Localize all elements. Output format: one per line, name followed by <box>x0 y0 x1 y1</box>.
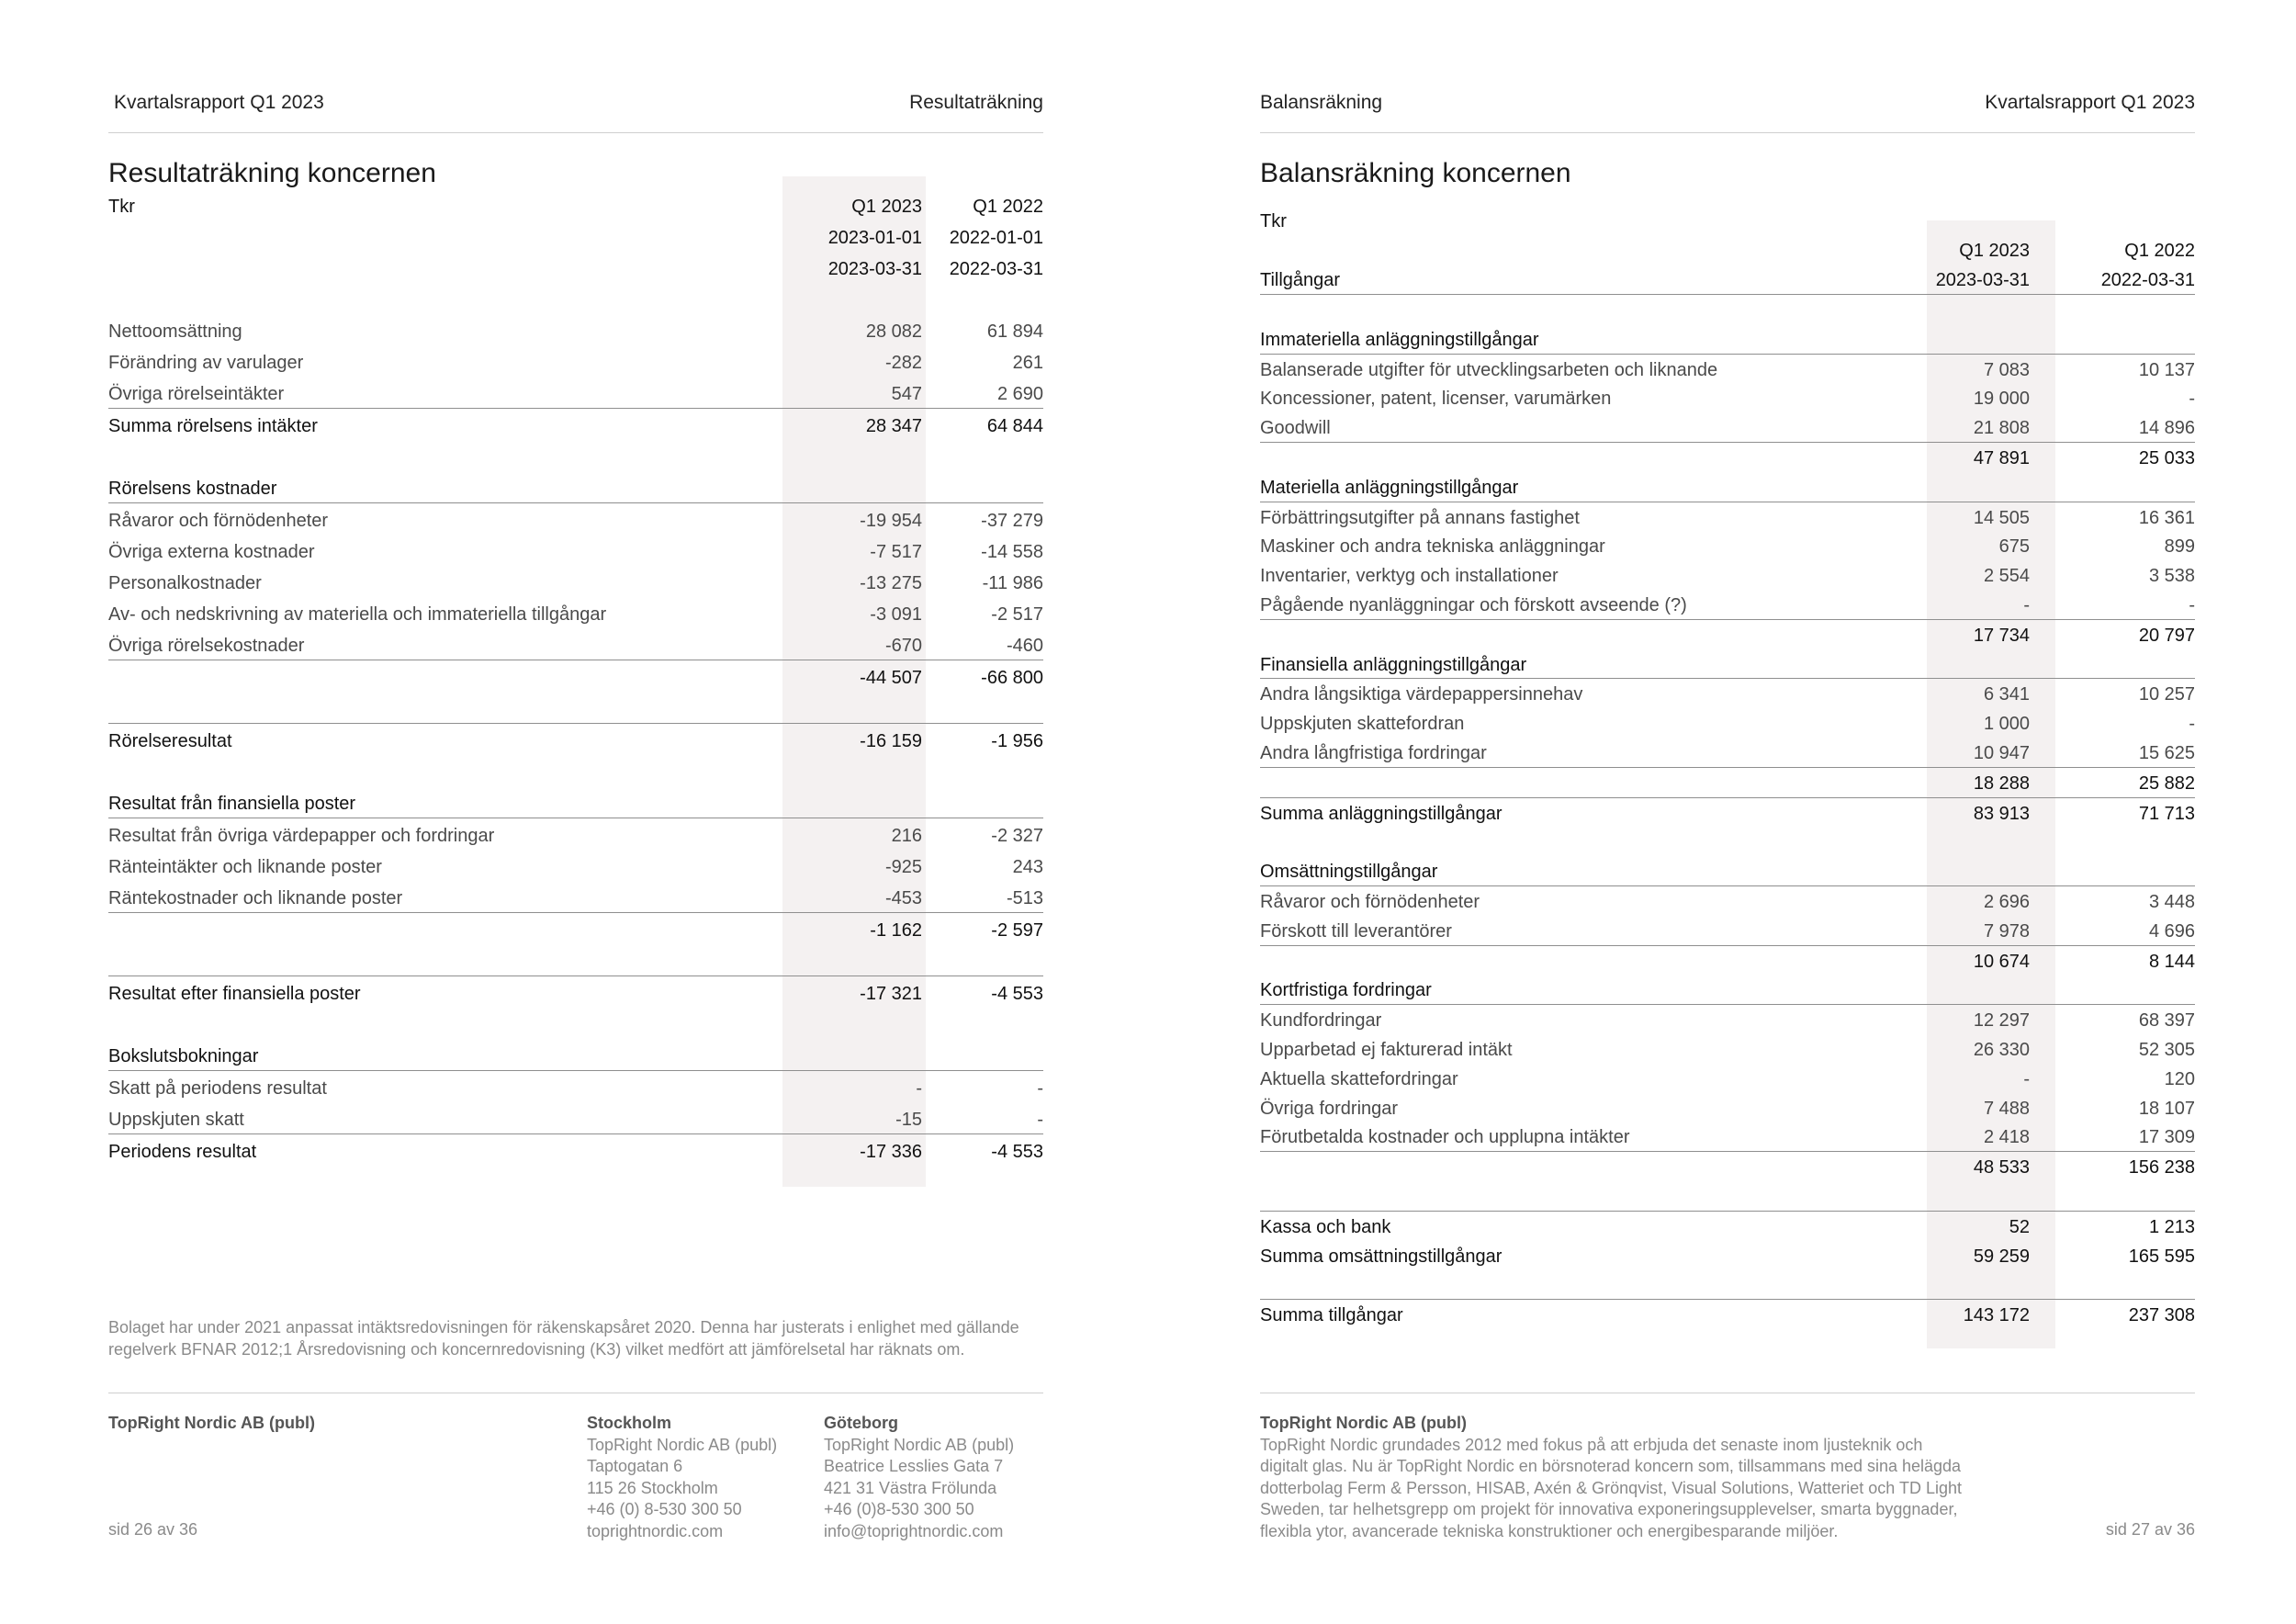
table-row <box>108 314 1043 345</box>
value-q1-2022: 16 361 <box>2138 507 2195 528</box>
table-row <box>1260 885 2195 916</box>
table-row <box>108 881 1043 912</box>
spacer-row <box>1260 295 2195 324</box>
subtotal-row <box>1260 767 2195 797</box>
value-q1-2022: 25 882 <box>2138 773 2195 794</box>
row-label: Bokslutsbokningar <box>108 1046 259 1066</box>
unit-label: Tkr <box>108 197 135 217</box>
value-q1-2023: -282 <box>884 353 922 373</box>
row-label: Kundfordringar <box>1260 1010 1382 1032</box>
value-q1-2023: 28 082 <box>865 321 922 342</box>
spacer-row <box>1260 827 2195 856</box>
value-q1-2022: 165 595 <box>2128 1246 2195 1267</box>
value-q1-2023: 19 000 <box>1973 389 2030 410</box>
value-q1-2022: - <box>1037 1110 1043 1130</box>
value-q1-2022: 15 625 <box>2138 742 2195 763</box>
value-q1-2022: 25 033 <box>2138 447 2195 468</box>
row-label: Personalkostnader <box>108 573 262 593</box>
table-row <box>1260 1122 2195 1151</box>
spacer-row <box>108 755 1043 786</box>
left-header-section: Resultaträkning <box>909 92 1043 113</box>
value-q1-2022: -2 327 <box>991 826 1043 846</box>
value-q1-2022: -14 558 <box>981 542 1043 562</box>
subtotal-row <box>108 408 1043 440</box>
about-line: digitalt glas. Nu är TopRight Nordic en börsnoterad koncern som, tillsammans med sina helägda <box>1260 1457 1962 1475</box>
about-line: Sweden, tar helhetsgrepp om projekt för innovativa exponeringsupplevelser, smarta byggnader, <box>1260 1500 1958 1518</box>
table-row <box>1260 1064 2195 1093</box>
right-page-number: sid 27 av 36 <box>2105 1520 2195 1539</box>
row-label: Uppskjuten skatt <box>108 1110 244 1130</box>
value-q1-2023: -17 336 <box>860 1142 922 1162</box>
value-q1-2023: 1 000 <box>1983 714 2030 735</box>
value-q1-2023: 6 341 <box>1983 684 2030 705</box>
phone-line: +46 (0) 8-530 300 50 <box>587 1500 742 1518</box>
value-q1-2022: 61 894 <box>986 321 1043 342</box>
row-label: Råvaror och förnödenheter <box>108 511 329 531</box>
value-q1-2023: 10 674 <box>1973 951 2030 972</box>
spacer-row <box>108 1008 1043 1039</box>
subtotal-row <box>1260 1299 2195 1329</box>
value-q1-2023: -15 <box>895 1110 922 1130</box>
column-header: 2023-03-31 <box>1935 270 2030 290</box>
row-label: Andra långfristiga fordringar <box>1260 742 1487 763</box>
income-statement-title: Resultaträkning koncernen <box>108 158 436 188</box>
row-label: Summa anläggningstillgångar <box>1260 803 1503 824</box>
table-row <box>108 628 1043 660</box>
value-q1-2022: 18 107 <box>2138 1098 2195 1119</box>
address-line: Taptogatan 6 <box>587 1457 683 1475</box>
value-q1-2022: 68 397 <box>2138 1010 2195 1032</box>
address-line: 421 31 Västra Frölunda <box>824 1478 997 1497</box>
value-q1-2022: 1 213 <box>2148 1216 2195 1237</box>
value-q1-2022: -66 800 <box>981 668 1043 688</box>
table-row <box>108 1070 1043 1102</box>
column-header: Q1 2022 <box>2124 241 2195 261</box>
value-q1-2022: -1 956 <box>991 731 1043 751</box>
row-label: Förskott till leverantörer <box>1260 920 1452 942</box>
value-q1-2022: 237 308 <box>2128 1305 2195 1326</box>
left-page-number: sid 26 av 36 <box>108 1520 198 1539</box>
value-q1-2022: 3 538 <box>2148 566 2195 587</box>
column-header: Q1 2023 <box>1959 241 2030 261</box>
table-row <box>108 377 1043 408</box>
value-q1-2023: -19 954 <box>860 511 922 531</box>
value-q1-2023: - <box>2023 594 2030 615</box>
value-q1-2023: 12 297 <box>1973 1010 2030 1032</box>
row-label: Ränteintäkter och liknande poster <box>108 857 382 877</box>
value-q1-2023: 48 533 <box>1973 1157 2030 1179</box>
value-q1-2023: -925 <box>884 857 922 877</box>
row-label: Goodwill <box>1260 418 1331 439</box>
table-row <box>1260 708 2195 738</box>
value-q1-2023: 675 <box>1998 536 2030 558</box>
subtotal-row <box>1260 1211 2195 1241</box>
phone-line: +46 (0)8-530 300 50 <box>824 1500 974 1518</box>
balance-sheet-title: Balansräkning koncernen <box>1260 158 1571 188</box>
row-label: Nettoomsättning <box>108 321 242 342</box>
row-label: Aktuella skattefordringar <box>1260 1068 1458 1089</box>
section-heading-row <box>1260 975 2195 1004</box>
value-q1-2022: 71 713 <box>2138 803 2195 824</box>
row-label: Skatt på periodens resultat <box>108 1078 327 1099</box>
value-q1-2023: - <box>2023 1068 2030 1089</box>
income-statement-table <box>108 283 1043 1166</box>
value-q1-2023: 7 488 <box>1983 1098 2030 1119</box>
note-line: Bolaget har under 2021 anpassat intäktsredovisningen för räkenskapsåret 2020. Denna har justerats i enlighet med gällande <box>108 1318 1019 1336</box>
table-row <box>108 1102 1043 1133</box>
value-q1-2023: 2 554 <box>1983 566 2030 587</box>
value-q1-2023: -13 275 <box>860 573 922 593</box>
value-q1-2022: 3 448 <box>2148 891 2195 912</box>
right-footer-about <box>1260 1413 2013 1542</box>
value-q1-2022: 120 <box>2164 1068 2195 1089</box>
value-q1-2023: -16 159 <box>860 731 922 751</box>
value-q1-2022: -4 553 <box>991 984 1043 1004</box>
value-q1-2023: 47 891 <box>1973 447 2030 468</box>
table-row <box>108 818 1043 850</box>
value-q1-2023: -1 162 <box>870 920 922 941</box>
value-q1-2023: 17 734 <box>1973 625 2030 646</box>
value-q1-2022: -2 517 <box>991 604 1043 625</box>
address-line: TopRight Nordic AB (publ) <box>587 1435 778 1454</box>
column-header: 2022-01-01 <box>949 228 1043 248</box>
spacer-row <box>108 944 1043 976</box>
value-q1-2022: 10 257 <box>2138 684 2195 705</box>
row-label: Övriga rörelsekostnader <box>108 636 305 656</box>
value-q1-2022: - <box>1037 1078 1043 1099</box>
table-row <box>108 535 1043 566</box>
row-label: Rörelseresultat <box>108 731 232 751</box>
value-q1-2022: 261 <box>1012 353 1043 373</box>
row-label: Summa rörelsens intäkter <box>108 416 318 436</box>
value-q1-2022: - <box>2189 389 2195 410</box>
assets-heading: Tillgångar <box>1260 270 1341 290</box>
table-row <box>1260 560 2195 590</box>
row-label: Finansiella anläggningstillgångar <box>1260 654 1527 675</box>
row-label: Balanserade utgifter för utvecklingsarbeten och liknande <box>1260 359 1718 380</box>
column-header: 2023-03-31 <box>827 259 922 279</box>
value-q1-2022: -4 553 <box>991 1142 1043 1162</box>
value-q1-2022: - <box>2189 714 2195 735</box>
goteborg-address <box>824 1413 1014 1542</box>
subtotal-row <box>108 1133 1043 1166</box>
row-label: Inventarier, verktyg och installationer <box>1260 566 1559 587</box>
about-line: dotterbolag Ferm & Persson, HISAB, Axén & Grönqvist, Visual Solutions, Watteriet och TD Light <box>1260 1478 1963 1497</box>
row-label: Räntekostnader och liknande poster <box>108 888 403 908</box>
about-line: TopRight Nordic grundades 2012 med fokus på att erbjuda det senaste inom ljusteknik och <box>1260 1435 1923 1454</box>
subtotal-row <box>1260 619 2195 649</box>
row-label: Övriga externa kostnader <box>108 542 315 562</box>
table-row <box>1260 738 2195 767</box>
value-q1-2023: 21 808 <box>1973 418 2030 439</box>
value-q1-2023: 10 947 <box>1973 742 2030 763</box>
row-label: Maskiner och andra tekniska anläggningar <box>1260 536 1605 558</box>
left-running-header <box>108 90 1043 133</box>
row-label: Kassa och bank <box>1260 1216 1391 1237</box>
left-header-report-title: Kvartalsrapport Q1 2023 <box>114 92 324 113</box>
section-heading-row <box>1260 472 2195 502</box>
value-q1-2023: -7 517 <box>870 542 922 562</box>
spacer-row <box>1260 1269 2195 1299</box>
value-q1-2022: -460 <box>1006 636 1043 656</box>
value-q1-2023: -453 <box>884 888 922 908</box>
value-q1-2022: 4 696 <box>2148 920 2195 942</box>
row-label: Förändring av varulager <box>108 353 304 373</box>
value-q1-2022: 243 <box>1012 857 1043 877</box>
right-page <box>1260 0 2195 1624</box>
website-link[interactable]: toprightnordic.com <box>587 1521 724 1540</box>
company-name: TopRight Nordic AB (publ) <box>108 1414 315 1432</box>
table-row <box>1260 916 2195 945</box>
table-row <box>108 597 1043 628</box>
table-row <box>1260 354 2195 384</box>
row-label: Summa omsättningstillgångar <box>1260 1246 1503 1267</box>
value-q1-2022: -37 279 <box>981 511 1043 531</box>
value-q1-2022: -11 986 <box>982 573 1043 593</box>
left-footer-company <box>108 1413 315 1435</box>
value-q1-2022: 20 797 <box>2138 625 2195 646</box>
value-q1-2022: 156 238 <box>2128 1157 2195 1179</box>
value-q1-2023: 7 083 <box>1983 359 2030 380</box>
row-label: Resultat efter finansiella poster <box>108 984 361 1004</box>
row-label: Pågående nyanläggningar och förskott avseende (?) <box>1260 594 1687 615</box>
row-label: Summa tillgångar <box>1260 1305 1403 1326</box>
row-label: Periodens resultat <box>108 1142 257 1162</box>
table-row <box>1260 531 2195 560</box>
value-q1-2023: 14 505 <box>1973 507 2030 528</box>
column-header: Q1 2023 <box>851 197 922 217</box>
stockholm-address <box>587 1413 777 1542</box>
table-row <box>1260 590 2195 619</box>
row-label: Kortfristiga fordringar <box>1260 980 1432 1001</box>
value-q1-2023: -670 <box>884 636 922 656</box>
right-header-report-title: Kvartalsrapport Q1 2023 <box>1985 92 2195 113</box>
column-header: 2023-01-01 <box>827 228 922 248</box>
email-link[interactable]: info@toprightnordic.com <box>824 1521 1004 1540</box>
spacer-row <box>108 692 1043 723</box>
row-label: Immateriella anläggningstillgångar <box>1260 329 1539 350</box>
row-label: Upparbetad ej fakturerad intäkt <box>1260 1039 1513 1060</box>
value-q1-2023: 52 <box>2009 1216 2030 1237</box>
value-q1-2022: 52 305 <box>2138 1039 2195 1060</box>
subtotal-row <box>1260 1241 2195 1270</box>
row-label: Omsättningstillgångar <box>1260 862 1438 883</box>
value-q1-2023: 18 288 <box>1973 773 2030 794</box>
subtotal-row <box>108 912 1043 944</box>
spacer-row <box>1260 1181 2195 1211</box>
table-row <box>1260 502 2195 532</box>
value-q1-2022: 8 144 <box>2148 951 2195 972</box>
subtotal-row <box>1260 442 2195 472</box>
section-heading-row <box>1260 856 2195 885</box>
table-row <box>1260 1004 2195 1034</box>
value-q1-2023: 143 172 <box>1963 1305 2030 1326</box>
value-q1-2022: 2 690 <box>996 384 1043 404</box>
table-row <box>108 502 1043 535</box>
right-running-header <box>1260 90 2195 133</box>
spacer-row <box>108 440 1043 471</box>
row-label: Av- och nedskrivning av materiella och immateriella tillgångar <box>108 604 607 625</box>
row-label: Råvaror och förnödenheter <box>1260 891 1480 912</box>
value-q1-2023: 59 259 <box>1973 1246 2030 1267</box>
value-q1-2023: 2 418 <box>1983 1127 2030 1148</box>
table-row <box>108 850 1043 881</box>
office-heading: Stockholm <box>587 1414 672 1432</box>
value-q1-2022: 899 <box>2164 536 2195 558</box>
value-q1-2023: 26 330 <box>1973 1039 2030 1060</box>
income-column-headers <box>108 189 1043 283</box>
row-label: Materiella anläggningstillgångar <box>1260 477 1519 498</box>
address-line: Beatrice Lesslies Gata 7 <box>824 1457 1004 1475</box>
value-q1-2022: - <box>2189 594 2195 615</box>
row-label: Andra långsiktiga värdepappersinnehav <box>1260 684 1583 705</box>
note-line: regelverk BFNAR 2012;1 Årsredovisning och koncernredovisning (K3) vilket medfört att jämförelsetal har räknats om. <box>108 1340 965 1359</box>
row-label: Koncessioner, patent, licenser, varumärken <box>1260 389 1612 410</box>
subtotal-row <box>108 660 1043 692</box>
column-header: 2022-03-31 <box>2100 270 2195 290</box>
row-label: Resultat från övriga värdepapper och fordringar <box>108 826 495 846</box>
subtotal-row <box>108 976 1043 1008</box>
column-header: Q1 2022 <box>973 197 1043 217</box>
left-page <box>108 0 1043 1624</box>
table-row <box>1260 383 2195 412</box>
row-label: Resultat från finansiella poster <box>108 794 356 814</box>
row-label: Rörelsens kostnader <box>108 479 277 499</box>
spacer-row <box>108 283 1043 314</box>
office-heading: Göteborg <box>824 1414 898 1432</box>
table-row <box>108 566 1043 597</box>
section-heading-row <box>108 786 1043 818</box>
column-header: 2022-03-31 <box>949 259 1043 279</box>
row-label: Uppskjuten skattefordran <box>1260 714 1465 735</box>
subtotal-row <box>1260 797 2195 828</box>
table-row <box>1260 412 2195 442</box>
section-heading-row <box>108 1039 1043 1070</box>
table-row <box>1260 1093 2195 1122</box>
subtotal-row <box>1260 1151 2195 1181</box>
row-label: Förbättringsutgifter på annans fastighet <box>1260 507 1580 528</box>
value-q1-2023: - <box>916 1078 922 1099</box>
balance-sheet-table <box>1260 294 2195 1329</box>
subtotal-row <box>108 723 1043 755</box>
accounting-note <box>108 1316 1036 1360</box>
value-q1-2023: 216 <box>891 826 922 846</box>
table-row <box>1260 678 2195 708</box>
value-q1-2022: 17 309 <box>2138 1127 2195 1148</box>
table-row <box>108 345 1043 377</box>
address-line: TopRight Nordic AB (publ) <box>824 1435 1015 1454</box>
value-q1-2022: -513 <box>1006 888 1043 908</box>
row-label: Övriga fordringar <box>1260 1098 1399 1119</box>
company-name: TopRight Nordic AB (publ) <box>1260 1414 1467 1432</box>
value-q1-2023: 7 978 <box>1983 920 2030 942</box>
value-q1-2023: 2 696 <box>1983 891 2030 912</box>
value-q1-2023: -17 321 <box>860 984 922 1004</box>
value-q1-2023: -44 507 <box>860 668 922 688</box>
unit-label: Tkr <box>1260 211 1287 231</box>
section-heading-row <box>1260 324 2195 354</box>
value-q1-2022: -2 597 <box>991 920 1043 941</box>
table-row <box>1260 1034 2195 1064</box>
value-q1-2022: 14 896 <box>2138 418 2195 439</box>
section-heading-row <box>1260 649 2195 679</box>
value-q1-2023: 547 <box>891 384 922 404</box>
row-label: Förutbetalda kostnader och upplupna intäkter <box>1260 1127 1630 1148</box>
about-line: flexibla ytor, avancerade tekniska konstruktioner och energibesparande miljöer. <box>1260 1521 1839 1540</box>
value-q1-2023: -3 091 <box>870 604 922 625</box>
value-q1-2023: 83 913 <box>1973 803 2030 824</box>
section-heading-row <box>108 471 1043 502</box>
value-q1-2023: 28 347 <box>865 416 922 436</box>
subtotal-row <box>1260 945 2195 976</box>
row-label: Övriga rörelseintäkter <box>108 384 285 404</box>
value-q1-2022: 64 844 <box>986 416 1043 436</box>
address-line: 115 26 Stockholm <box>587 1478 718 1497</box>
right-header-section: Balansräkning <box>1260 92 1383 113</box>
balance-column-headers <box>1260 206 2195 294</box>
value-q1-2022: 10 137 <box>2138 359 2195 380</box>
